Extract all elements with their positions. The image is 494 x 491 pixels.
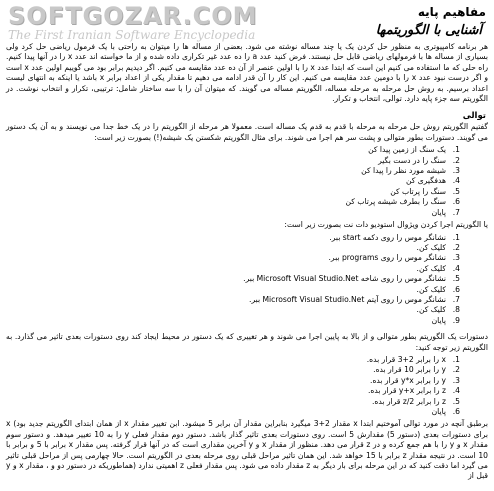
list-text: سنگ را پرتاب کن: [390, 186, 446, 196]
list-text: z را برابر z/2 قرار بده.: [371, 396, 446, 406]
page-title: مفاهیم پایه: [417, 5, 486, 19]
list-text: y را برابر y*x قرار بده.: [370, 375, 446, 385]
list-item: [4, 145, 460, 155]
list-text: سنگ را در دست بگیر: [378, 155, 446, 165]
list-number: 6.: [452, 284, 460, 294]
document-page: [4, 4, 490, 491]
list-item: [4, 355, 460, 365]
list-item: [4, 243, 460, 253]
list-number: 7.: [452, 207, 460, 217]
list-item: [4, 187, 460, 197]
list-item: [4, 264, 460, 274]
final-paragraph: برطبق آنچه در مورد توالی آموختیم ابتدا x مقدار 2+3 میگیرد بنابراین مقدار آن برابر 5 میشود. ابن تغییر مقدار x از همان ابتدای الگوریتم جدید بود) x برای دستورات بعدی (دستور 5) مقدارش 5 است. روی دستورات بعدی تاثیر گذار باشد. دستور دوم مقدار فعلی y را به 10 تغییر میدهد. و دستور سوم مقدار x و y را با هم جمع کرده و در z قرار می دهد. منظور از مقدار x و y آخرین مقداری است که در آنها قرار گرفته. پس مقدار x برابر با 5 و برابر با 10 است. در نتیجه مقدار z برابر با 15 خواهد شد. این همان تاثیر مراحل قبلی روی مرحله بعدی در الگوریتم است. حالا چهارمی پس از مراحل قبلی تاثیر می گیرد اما دقت کنید که در این مرحله برای بار دیگر به z مقدار داده می شود. پس مقدار فعلی z اهمیتی ندارد (هماطوریکه در دستور دو و ، مقدار x و y قبل از: [6, 419, 489, 481]
env-paragraph: دستورات یک الگوریتم بطور متوالی و از بالا به پایین اجرا می شوند و هر تغییری که یک دستور در محیط ایجاد کند روی دستورات بعدی تاثیر می گذارد. به الگوریتم زیر توجه کنید:: [6, 332, 488, 352]
vs-intro-paragraph: یا الگوریتم اجرا کردن ویژوال استودیو دات نت بصورت زیر است:: [284, 220, 488, 230]
section-heading: آشنایی با الگوریتمها: [375, 23, 482, 38]
vs-algorithm-list: [4, 233, 460, 327]
list-number: 6.: [452, 197, 460, 207]
list-number: 1.: [452, 354, 460, 364]
subsection-heading: توالی: [462, 111, 486, 122]
sequence-paragraph: گفتیم الگوریتم روش حل مرحله به مرحله با قدم به قدم یک مساله است. معمولا هر مرحله از الگوریتم را در یک خط جدا می نویسند و به آن یک دستور می گویند. دستورات بطور متوالی و پشت سر هم اجرا می شوند. برای مثال الگوریتم شکستن یک شیشه(!) بصورت زیر است:: [6, 122, 488, 142]
list-text: یک سنگ از زمین پیدا کن: [368, 145, 446, 155]
list-item: [4, 176, 460, 186]
list-item: [4, 156, 460, 166]
list-item: [4, 305, 460, 315]
list-text: کلیک کن.: [416, 263, 446, 273]
list-number: 1.: [452, 145, 460, 155]
list-text: شیشه مورد نظر را پیدا کن: [361, 166, 446, 176]
list-item: [4, 386, 460, 396]
list-number: 7.: [452, 294, 460, 304]
list-text: y را برابر 10 قرار بده.: [373, 365, 446, 375]
list-number: 6.: [452, 407, 460, 416]
list-text: z را برابر y+x قرار بده.: [367, 386, 446, 396]
list-item: [4, 208, 460, 218]
list-text: پایان: [431, 207, 446, 217]
list-item: [4, 365, 460, 375]
list-text: کلیک کن.: [416, 305, 446, 315]
list-text: پایان: [431, 315, 446, 325]
list-text: x را برابر 2+3 قرار بده.: [366, 354, 446, 364]
list-text: نشانگر موس را روی شاخه Microsoft Visual Studio.Net ببر.: [243, 274, 446, 284]
list-number: 5.: [452, 396, 460, 406]
glass-algorithm-list: [4, 145, 460, 218]
list-item: [4, 197, 460, 207]
list-number: 5.: [452, 186, 460, 196]
list-item: [4, 274, 460, 284]
list-item: [4, 407, 460, 417]
list-text: هدفگیری کن: [405, 176, 446, 186]
list-item: [4, 397, 460, 407]
list-number: 2.: [452, 242, 460, 252]
watermark-logo: SOFTGOZAR.COM: [8, 2, 258, 30]
list-text: نشانگر موس را روی دکمه start ببر.: [329, 232, 446, 242]
variable-algorithm-list: [4, 355, 460, 417]
list-item: [4, 233, 460, 243]
list-item: [4, 285, 460, 295]
list-item: [4, 253, 460, 263]
list-number: 5.: [452, 274, 460, 284]
list-number: 3.: [452, 253, 460, 263]
intro-paragraph: هر برنامه کامپیوتری به منظور حل کردن یک یا چند مساله نوشته می شود. بعضی از مساله ها را میتوان به راحتی با یک فرمول ریاضی حل کرد ولی بسیاری از مساله ها با فرمولهای ریاضی قابل حل نیستند. فرض کنید عدد a را ده عدد غیر تکراری داده شده و از ما خواسته اند عدد x را در آنها پیدا کنیم. راه حلی که ما استفاده می کنیم این است که ابتدا عدد x را با اولین عنصر از آن ده عدد مقایسه می کنیم. اگر دیدیم برابر بود می گوییم اولین عدد x است و اگر درست نبود عدد x را با دومین عدد مقایسه می کنیم. این کار را آن قدر ادامه می دهیم تا مقدار یکی از اعداد برابر x باشد یا اینکه به انتهای لیست اعداد برسیم. به روش حل مرحله به مرحله مساله، الگوریتم مساله می گویند. که میتوان آن را با سه ساختار شامل: ترتیبی، تکرار و انتخاب نوشت. در الگوریتم سه جزء پایه دارد. توالی، انتخاب و تکرار.: [6, 42, 488, 104]
list-number: 1.: [452, 232, 460, 242]
list-item: [4, 316, 460, 326]
list-number: 3.: [452, 375, 460, 385]
list-number: 3.: [452, 166, 460, 176]
list-number: 4.: [452, 386, 460, 396]
list-number: 2.: [452, 365, 460, 375]
list-text: پایان: [431, 407, 446, 416]
list-number: 4.: [452, 263, 460, 273]
list-number: 4.: [452, 176, 460, 186]
watermark-tagline: The First Iranian Software Encyclopedia: [8, 28, 256, 42]
list-text: نشانگر موس را روی programs ببر.: [328, 253, 446, 263]
list-item: [4, 295, 460, 305]
list-number: 8.: [452, 305, 460, 315]
list-text: سنگ را بطرف شیشه پرتاب کن: [345, 197, 446, 207]
list-text: نشانگر موس را روی آیتم Microsoft Visual Studio.Net ببر.: [249, 294, 446, 304]
list-text: کلیک کن.: [416, 242, 446, 252]
list-text: کلیک کن.: [416, 284, 446, 294]
list-number: 9.: [452, 315, 460, 325]
list-number: 2.: [452, 155, 460, 165]
list-item: [4, 166, 460, 176]
list-item: [4, 376, 460, 386]
